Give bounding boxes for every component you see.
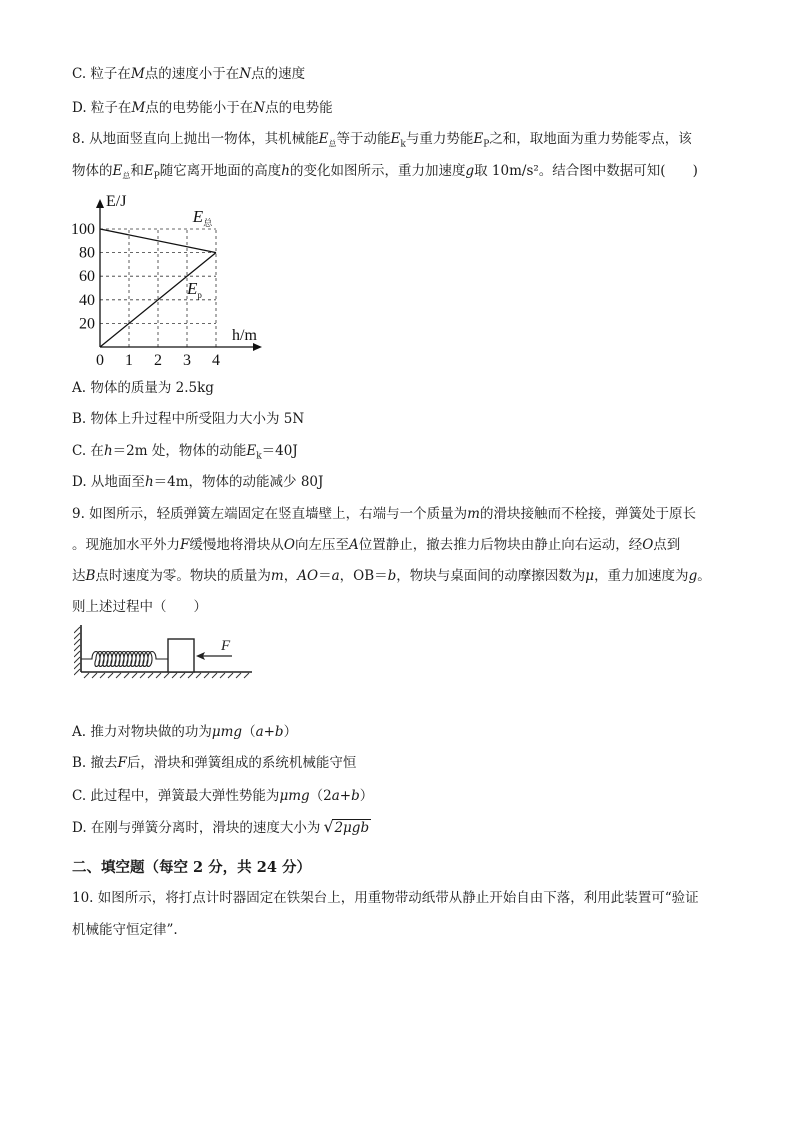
q8-option-c: C. 在h＝2m 处，物体的动能$E_k=40J$ [72,443,298,462]
series-label-ep-subscript: p [197,289,202,300]
x-axis-arrow [253,343,262,351]
x-tick-label-2: 2 [154,352,162,369]
chart-grid [100,229,216,347]
q10-stem-line-1: 10. 如图所示，将打点计时器固定在铁架台上，用重物带动纸带从静止开始自由下落，利用此装置可“验证 [72,890,699,906]
x-tick-label-0: 0 [96,352,104,369]
q9-option-c: C. 此过程中，弹簧最大弹性势能为μmg（2a+b） [72,788,374,804]
spring [81,652,168,667]
slider-block [168,639,194,672]
y-axis-arrow [96,199,104,208]
q9-stem-line-2: 。现施加水平外力F缓慢地将滑块从O向左压至A位置静止，撤去推力后物块由静止向右运动，经O点到 [72,537,681,553]
q8-option-b: B. 物体上升过程中所受阻力大小为 5N [72,411,305,427]
x-tick-label-1: 1 [125,352,133,369]
sqrt-expression: √ 2μgb [323,817,370,836]
q9-option-d: D. 在刚与弹簧分离时，滑块的速度大小为 √ 2μgb [72,817,370,836]
q8-option-a: A. 物体的质量为 2.5kg [72,380,214,396]
energy-height-chart [70,190,290,370]
x-axis-label: h/m [232,327,257,344]
force-label: F [221,638,231,654]
x-tick-label-4: 4 [212,352,220,369]
q9-stem-line-1: 9. 如图所示，轻质弹簧左端固定在竖直墙壁上，右端与一个质量为m的滑块接触而不栓接，弹簧处于原长 [72,506,696,522]
q7-option-c: C. 粒子在M点的速度小于在N点的速度 [72,66,306,82]
y-tick-label-2: 60 [79,268,95,286]
series-label-total: $E_总$ [192,206,213,228]
x-tick-label-3: 3 [183,352,191,369]
wall-hatching [74,627,80,675]
y-tick-label-3: 80 [79,244,95,262]
chart-lines [100,229,216,347]
q9-stem-line-3: 达B点时速度为零。物块的质量为m，AO＝a，OB＝b，物块与桌面间的动摩擦因数为μ，重力加速度为g。 [72,568,711,584]
q9-option-b: B. 撤去F后，滑块和弹簧组成的系统机械能守恒 [72,755,357,771]
floor-hatching [84,673,249,678]
q9-stem-line-4: 则上述过程中（ ） [72,599,207,615]
q8-option-d: D. 从地面至h＝4m，物体的动能减少 80J [72,474,324,490]
sqrt-sign: √ [323,817,334,836]
chart-text [71,193,257,369]
y-tick-label-1: 40 [79,291,95,309]
y-tick-label-4: 100 [71,221,95,238]
q9-option-a: A. 推力对物块做的功为μmg（a+b） [72,724,298,740]
q10-stem-line-2: 机械能守恒定律”. [72,922,178,938]
series-label-total-subscript: 总 [203,217,213,228]
section-2-heading: 二、填空题（每空 2 分，共 24 分） [72,859,311,876]
y-axis-label: E/J [106,193,127,210]
series-label-ep: $E_p$ [187,278,202,300]
q8-stem-line-1: 8. 从地面竖直向上抛出一物体，其机械能$E_总$等于动能$E_k$与重力势能$E_P$之和，取地面为重力势能零点，该 [72,131,692,150]
y-tick-label-0: 20 [79,315,95,333]
q7-option-d: D. 粒子在M点的电势能小于在N点的电势能 [72,100,333,116]
spring-block-figure [74,625,264,683]
q8-stem-line-2: 物体的$E_总$和$E_P$随它离开地面的高度h的变化如图所示，重力加速度g取 10m/s²。结合图中数据可知( ) [72,163,698,182]
